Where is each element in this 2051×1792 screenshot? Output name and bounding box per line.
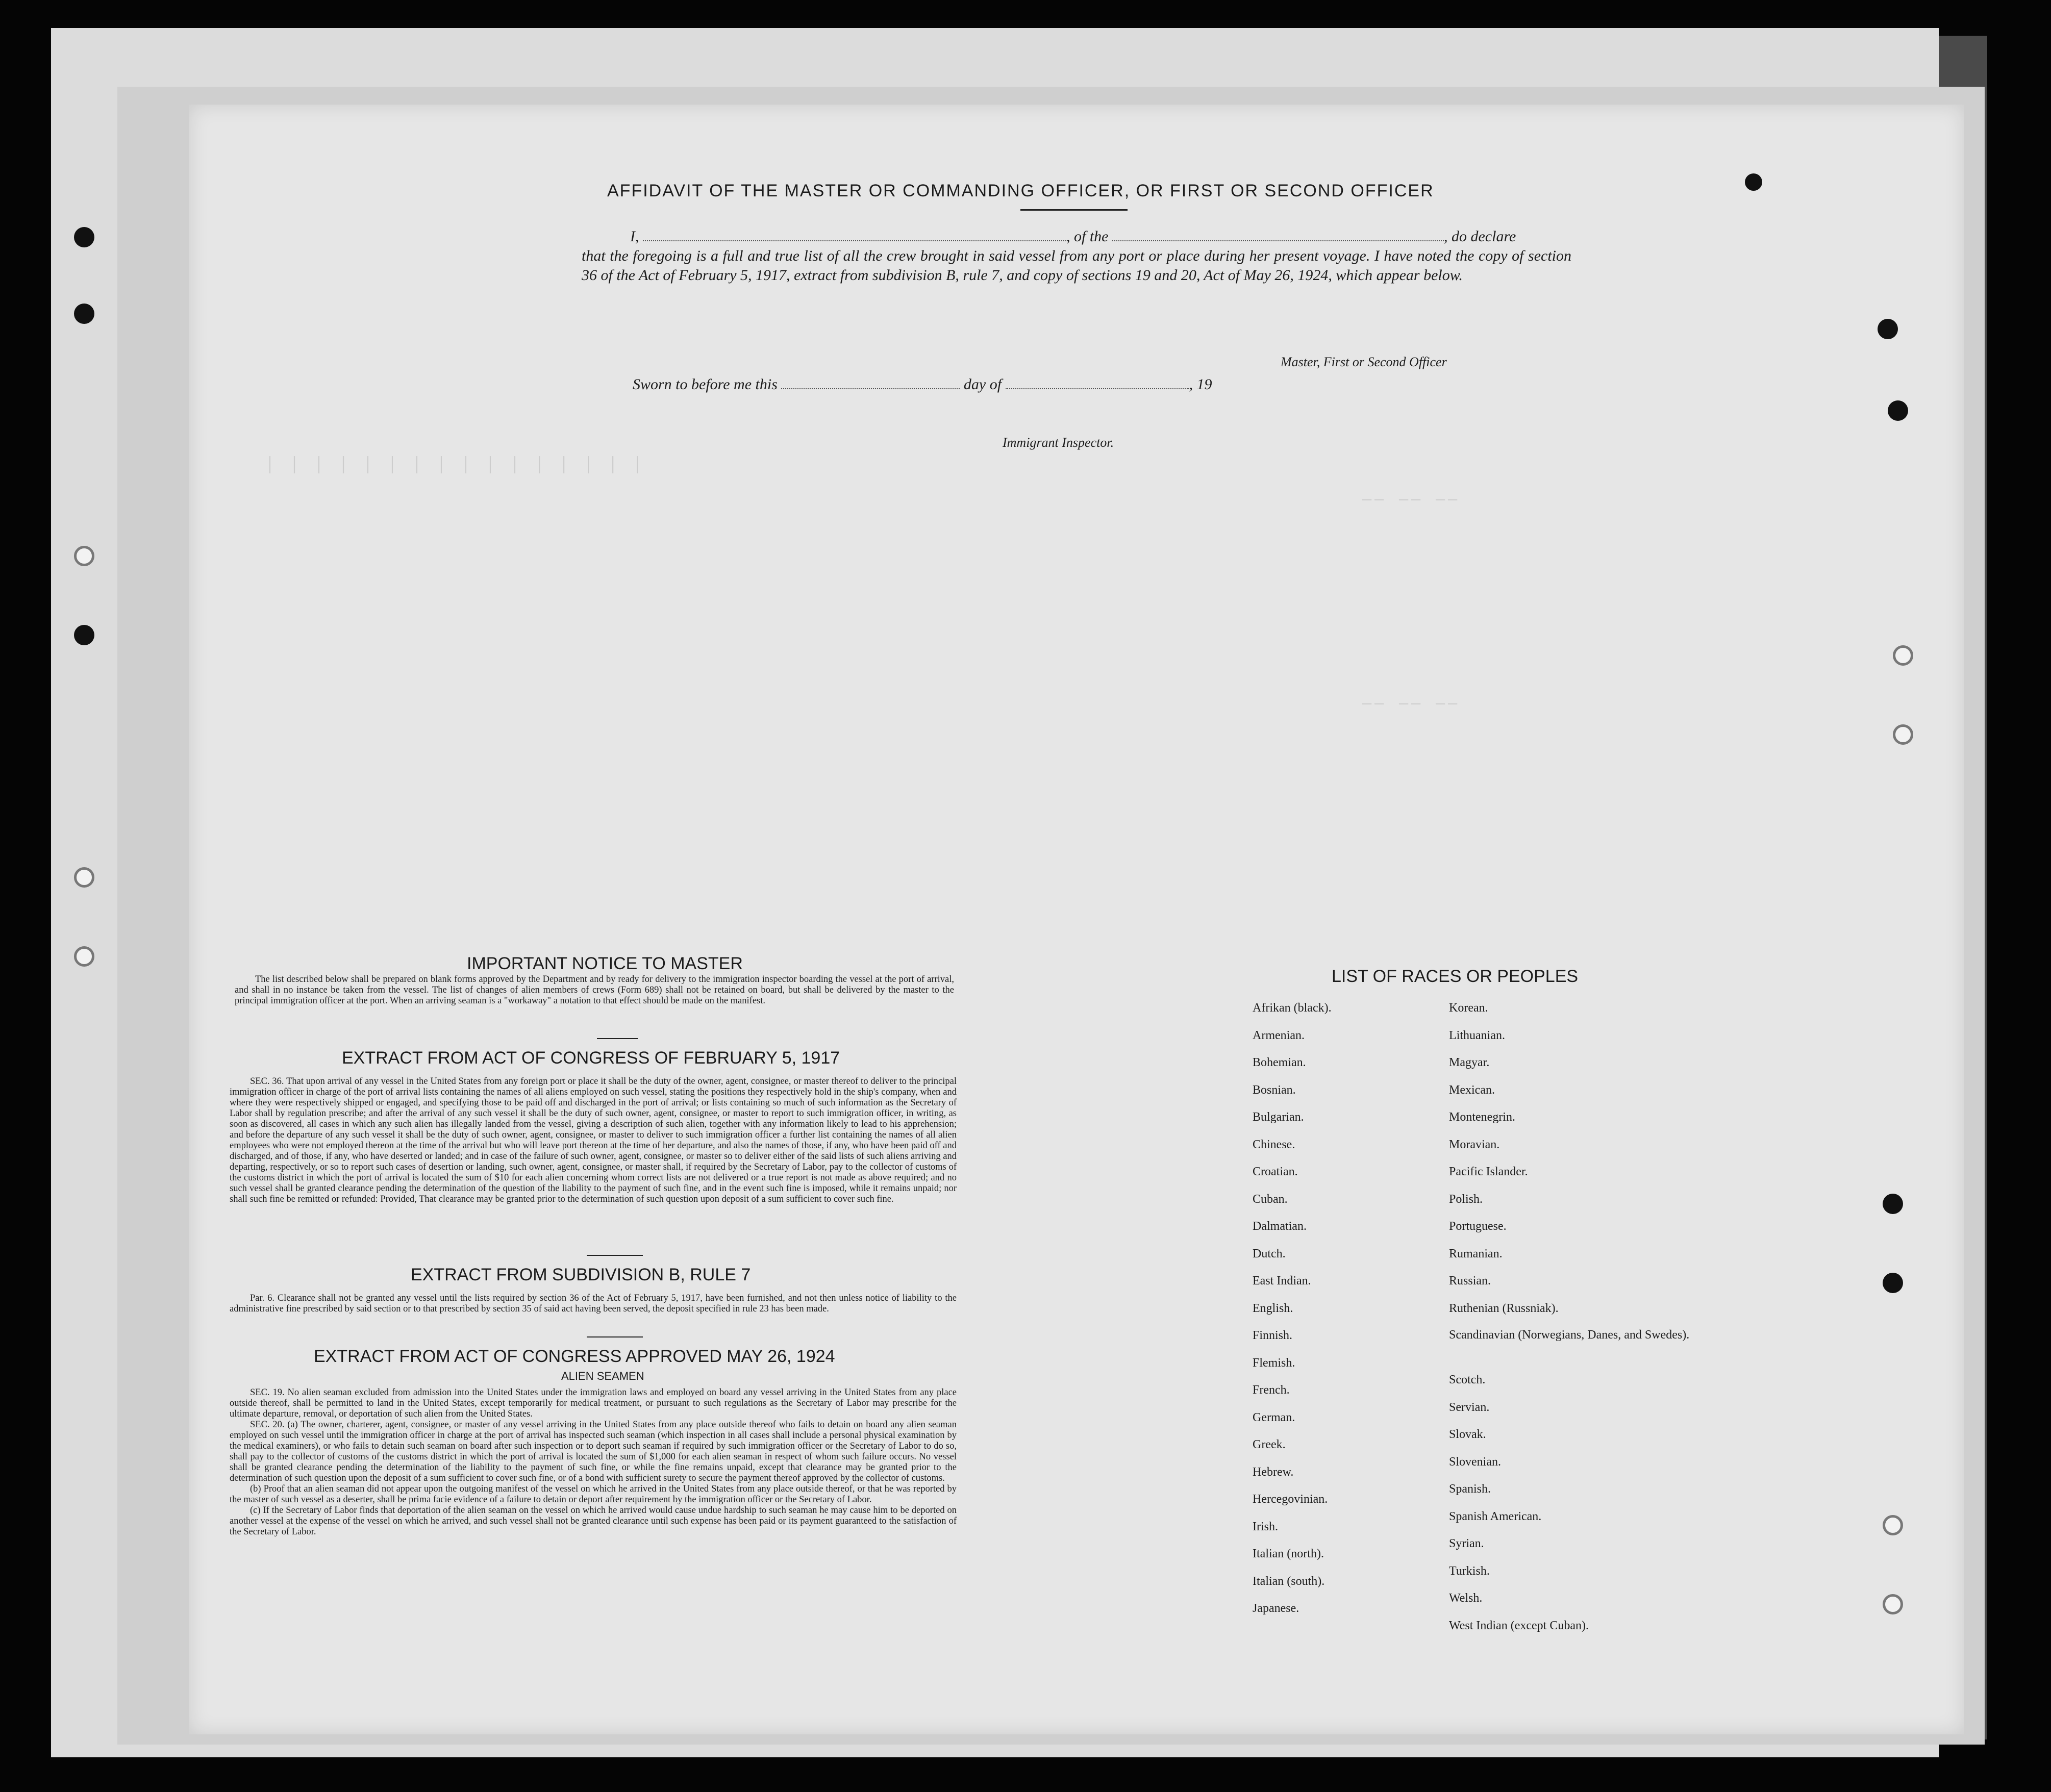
punch-hole-icon: [74, 625, 94, 645]
title-underline: [1020, 209, 1128, 211]
race-list-item: Hercegovinian.: [1253, 1493, 1328, 1506]
punch-hole-icon: [1893, 724, 1913, 745]
race-list-item: Dalmatian.: [1253, 1220, 1307, 1233]
punch-hole-icon: [1888, 400, 1908, 421]
affidavit-declaration: [582, 227, 1571, 285]
section-20a-paragraph: SEC. 20. (a) The owner, charterer, agent, consignee, or master of any vessel arriving in the United States from any place outside thereof who fails to detain on board any alien seaman employed on such vessel until the immigration officer in charge at the port of arrival has inspected such seaman (which inspection in all cases shall include a personal physical examination by the medical examiners), or who fails to detain such seaman on board after such inspection or to deport such seaman if required by such immigration officer or the Secretary of Labor to do so, shall pay to the collector of customs of the customs district in which the port of arrival is located the sum of $1,000 for each alien seaman in respect of whom such failure occurs. No vessel shall be granted clearance pending the determination of the liability to the payment of such fine, or while the fine remains unpaid, except that clearance may be granted prior to the determination of such question upon the deposit of a sum sufficient to cover such fine, or of a bond with sufficient surety to secure the payment thereof approved by the collector of customs.: [230, 1420, 957, 1483]
race-list-item: Greek.: [1253, 1438, 1286, 1451]
race-list-item: Ruthenian (Russniak).: [1449, 1301, 1559, 1315]
race-list-item: Mexican.: [1449, 1083, 1495, 1097]
race-list-item: Irish.: [1253, 1520, 1278, 1533]
punch-hole-icon: [1883, 1194, 1903, 1214]
punch-hole-icon: [1883, 1594, 1903, 1614]
race-list-item: Lithuanian.: [1449, 1028, 1505, 1042]
notice-paragraph: The list described below shall be prepared on blank forms approved by the Department and by ready for delivery to the immigration inspector boarding the vessel at the port of arrival, and shall in no instance be taken from the vessel. The list of changes of alien members of crews (Form 689) shall not be retained on board, but shall be delivered by the master to the principal immigration officer at the port. When an arriving seaman is a "workaway" a notation to that effect should be made on the manifest.: [235, 974, 954, 1006]
race-list-item: Italian (south).: [1253, 1574, 1325, 1588]
affidavit-page: [189, 105, 1964, 1734]
race-list-item: Japanese.: [1253, 1602, 1299, 1615]
rule7-paragraph: Par. 6. Clearance shall not be granted any vessel until the lists required by section 36 of the Act of February 5, 1917, have been furnished, and not then unless notice of liability to the administrative fine prescribed by said section or to that prescribed by section 35 of said act having been served, the deposit specified in rule 23 has been made.: [230, 1293, 957, 1314]
race-list-item: Finnish.: [1253, 1329, 1293, 1342]
race-list-item: Welsh.: [1449, 1592, 1483, 1605]
section-divider: [587, 1255, 643, 1256]
race-list-item: Korean.: [1449, 1001, 1488, 1015]
race-list-item: Hebrew.: [1253, 1465, 1294, 1479]
day-field: [781, 388, 960, 389]
race-list-item: Italian (north).: [1253, 1547, 1324, 1560]
race-list-item: English.: [1253, 1301, 1293, 1315]
punch-hole-icon: [1745, 173, 1762, 191]
race-list-item: Portuguese.: [1449, 1220, 1507, 1233]
month-field: [1006, 388, 1189, 389]
race-list-item: Pacific Islander.: [1449, 1165, 1528, 1178]
race-list-item: Armenian.: [1253, 1028, 1305, 1042]
race-list-item: Afrikan (black).: [1253, 1001, 1332, 1015]
race-list-item: Montenegrin.: [1449, 1110, 1515, 1124]
race-list-item: Servian.: [1449, 1400, 1490, 1414]
race-list-item: Syrian.: [1449, 1537, 1484, 1550]
section-36-paragraph: SEC. 36. That upon arrival of any vessel in the United States from any foreign port or place it shall be the duty of the owner, agent, consignee, or master thereof to deliver to the principal immigration officer in charge of the port of arrival lists containing the names of all aliens employed on such vessel, stating the positions they respectively hold in the ship's company, when and where they were respectively shipped or engaged, and specifying those to be paid off and discharged in the port of arrival; or lists containing so much of such information as the Secretary of Labor shall by regulation prescribe; and after the arrival of any such vessel it shall be the duty of such owner, agent, consignee, or master to report to such immigration officer, in writing, as soon as discovered, all cases in which any such alien has illegally landed from the vessel, giving a description of such alien, together with any information likely to lead to his apprehension; and before the departure of any such vessel it shall be the duty of such owner, agent, consignee, or master to deliver to such immigration officer a further list containing the names of all alien employees who were not employed thereon at the time of the arrival but who will leave port thereon at the time of her departure, and also the names of those, if any, who have been paid off and discharged, and of those, if any, who have deserted or landed; and in case of the failure of such owner, agent, consignee, or master so to deliver either of the said lists of such aliens arriving and departing, respectively, or so to report such cases of desertion or landing, such owner, agent, consignee, or master shall, if required by the Secretary of Labor, pay to the collector of customs of the customs district in which the port of arrival is located the sum of $10 for each alien concerning whom correct lists are not delivered or a true report is not made as above required; and no such vessel shall be granted clearance pending the determination of the question of the liability to the payment of such fine, and in the event such fine is imposed, while it remains unpaid; nor shall such fine be remitted or refunded: Provided, That clearance may be granted prior to the determination of such question upon deposit of a sum sufficient to cover such fine.: [230, 1076, 957, 1204]
section-divider: [597, 1038, 638, 1039]
bleed-through-marks: │ │ │ │ │ │ │ │ │ │ │ │ │ │ │ │: [265, 457, 645, 474]
affidavit-body: that the foregoing is a full and true list of all the crew brought in said vessel from any port or place during her present voyage. I have noted the copy of section 36 of the Act of February 5, 1917, extract from subdivision B, rule 7, and copy of sections 19 and 20, Act of May 26, 1924, which appear below.: [582, 247, 1571, 284]
race-list-item: German.: [1253, 1410, 1295, 1424]
rule7-heading: EXTRACT FROM SUBDIVISION B, RULE 7: [411, 1265, 751, 1284]
race-list-item: Moravian.: [1449, 1138, 1500, 1151]
race-list-item: Bohemian.: [1253, 1056, 1306, 1069]
punch-hole-icon: [1883, 1515, 1903, 1535]
race-list-item: Magyar.: [1449, 1056, 1490, 1069]
sworn-line: [633, 375, 1212, 394]
officer-name-field: [643, 240, 1066, 241]
punch-hole-icon: [1893, 645, 1913, 666]
race-list-item: French.: [1253, 1383, 1290, 1397]
section-20b-paragraph: (b) Proof that an alien seaman did not appear upon the outgoing manifest of the vessel on which he arrived in the United States from any place outside thereof, or that he was reported by the master of such vessel as a deserter, shall be prima facie evidence of a failure to detain or deport after requirement by the immigration officer or the Secretary of Labor.: [230, 1484, 957, 1505]
race-list-item: West Indian (except Cuban).: [1449, 1619, 1589, 1632]
punch-hole-icon: [74, 227, 94, 247]
affidavit-title: AFFIDAVIT OF THE MASTER OR COMMANDING OFFICER, OR FIRST OR SECOND OFFICER: [607, 181, 1434, 200]
bleed-through-marks: ── ── ──: [1362, 492, 1461, 510]
section-19-paragraph: SEC. 19. No alien seaman excluded from admission into the United States under the immigration laws and employed on board any vessel arriving in the United States from any place outside thereof, shall be permitted to land in the United States, except temporarily for medical treatment, or pursuant to such regulations as the Secretary of Labor may prescribe for the ultimate departure, removal, or deportation of such alien from the United States.: [230, 1387, 957, 1419]
punch-hole-icon: [74, 867, 94, 888]
punch-hole-icon: [74, 304, 94, 324]
race-list-item: Cuban.: [1253, 1192, 1288, 1206]
year-prefix: , 19: [1189, 376, 1212, 393]
rule7-text: [230, 1293, 957, 1315]
race-list-item: Scotch.: [1449, 1373, 1486, 1386]
punch-hole-icon: [1883, 1273, 1903, 1293]
race-list-item: Turkish.: [1449, 1564, 1490, 1578]
race-list-item: Polish.: [1449, 1192, 1483, 1206]
race-list-item: Bosnian.: [1253, 1083, 1296, 1097]
race-list-item: Dutch.: [1253, 1247, 1286, 1260]
race-list-item: Croatian.: [1253, 1165, 1298, 1178]
races-list-left: [1253, 995, 1467, 1623]
vessel-prefix: , of the: [1066, 228, 1109, 245]
race-list-item: East Indian.: [1253, 1274, 1311, 1288]
master-signature-label: Master, First or Second Officer: [1281, 355, 1447, 369]
notice-text: [235, 974, 954, 1006]
race-list-item: Spanish.: [1449, 1482, 1491, 1496]
punch-hole-icon: [1878, 319, 1898, 339]
race-list-item: Flemish.: [1253, 1356, 1295, 1370]
races-heading: LIST OF RACES OR PEOPLES: [1332, 967, 1579, 986]
section-divider: [587, 1336, 643, 1337]
race-list-item: Russian.: [1449, 1274, 1491, 1288]
section-20c-paragraph: (c) If the Secretary of Labor finds that deportation of the alien seaman on the vessel on which he arrived would cause undue hardship to such seaman he may cause him to be deported on another vessel at the expense of the vessel on which he arrived, and such vessel shall not be granted clearance until such expense has been paid or its payment guaranteed to the satisfaction of the Secretary of Labor.: [230, 1505, 957, 1537]
declarant-prefix: I,: [630, 228, 639, 245]
race-list-item: Bulgarian.: [1253, 1110, 1304, 1124]
punch-hole-icon: [74, 946, 94, 967]
notice-heading: IMPORTANT NOTICE TO MASTER: [467, 954, 743, 973]
race-list-item: Slovak.: [1449, 1428, 1486, 1441]
vessel-name-field: [1112, 240, 1444, 241]
bleed-through-marks: ── ── ──: [1362, 696, 1461, 714]
extract-1917-heading: EXTRACT FROM ACT OF CONGRESS OF FEBRUARY 5, 1917: [342, 1048, 840, 1068]
sworn-prefix: Sworn to before me this: [633, 376, 778, 393]
extract-1917-text: [230, 1076, 957, 1205]
immigrant-inspector-label: Immigrant Inspector.: [1003, 435, 1114, 450]
race-list-item: Chinese.: [1253, 1138, 1295, 1151]
alien-seamen-subheading: ALIEN SEAMEN: [561, 1370, 644, 1382]
race-list-item: Scandinavian (Norwegians, Danes, and Swedes).: [1449, 1328, 1690, 1342]
race-list-item: Spanish American.: [1449, 1509, 1542, 1523]
race-list-item: Rumanian.: [1449, 1247, 1503, 1260]
punch-hole-icon: [74, 546, 94, 566]
day-of-label: day of: [963, 376, 1002, 393]
declare-suffix: , do declare: [1444, 228, 1516, 245]
extract-1924-heading: EXTRACT FROM ACT OF CONGRESS APPROVED MAY 26, 1924: [314, 1347, 835, 1366]
races-list-right: [1449, 995, 1714, 1639]
extract-1924-text: [230, 1387, 957, 1537]
race-list-item: Slovenian.: [1449, 1455, 1501, 1469]
